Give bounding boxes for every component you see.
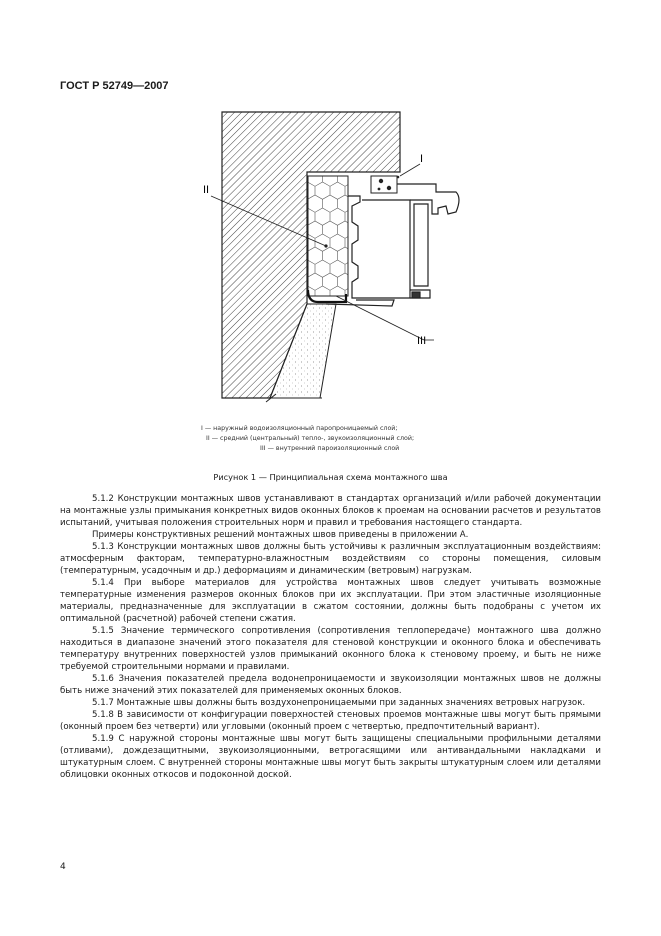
paragraph: 5.1.2 Конструкции монтажных швов устанавливают в стандартах организаций и/или рабочей документации на монтажные узлы примыкания конкретных видов оконных блоков к проемам на основании расчетов и результатов испытаний, учитывая положения строительных норм и правил и требования настоящего стандарта. bbox=[60, 494, 601, 528]
legend-item: I — наружный водоизоляционный паропроницаемый слой; bbox=[201, 425, 398, 432]
page-number: 4 bbox=[60, 862, 66, 872]
paragraph: 5.1.9 С наружной стороны монтажные швы могут быть защищены специальными профильными деталями (отливами), дождезащитными, звукоизоляционными, ветрогасящими или антивандальными накладками и штукатурным слоем. С внутренней стороны монтажные швы могут быть закрыты штукатурным слоем или деталями облицовки оконных откосов и подоконной доской. bbox=[60, 734, 601, 780]
document-header: ГОСТ Р 52749—2007 bbox=[60, 80, 169, 92]
central-insulation-layer bbox=[308, 176, 348, 296]
legend-item: III — внутренний пароизоляционный слой bbox=[260, 445, 400, 452]
figure-legend bbox=[180, 424, 510, 454]
paragraph: 5.1.6 Значения показателей предела водонепроницаемости и звукоизоляции монтажных швов не должны быть ниже значений этих показателей для применяемых оконных блоков. bbox=[60, 674, 601, 696]
paragraph: Примеры конструктивных решений монтажных швов приведены в приложении А. bbox=[92, 530, 469, 540]
document-body bbox=[60, 493, 601, 781]
label-layer-II: II bbox=[203, 184, 210, 196]
paragraph: 5.1.7 Монтажные швы должны быть воздухонепроницаемыми при заданных значениях ветровых нагрузок. bbox=[92, 698, 586, 708]
figure-caption: Рисунок 1 — Принципиальная схема монтажного шва bbox=[213, 472, 448, 482]
joint-schematic-figure bbox=[200, 110, 460, 420]
label-layer-I: I bbox=[420, 153, 424, 165]
legend-item: II — средний (центральный) тепло-, звукоизоляционный слой; bbox=[206, 435, 415, 442]
paragraph: 5.1.8 В зависимости от конфигурации поверхностей стеновых проемов монтажные швы могут быть прямыми (оконный проем без четверти) или угловыми (оконный проем с четвертью, предпочтительный вариант). bbox=[60, 710, 601, 732]
paragraph: 5.1.5 Значение термического сопротивления (сопротивления теплопередаче) монтажного шва должно находиться в диапазоне значений этого показателя для стеновой конструкции и оконного блока и обеспечивать температуру внутренних поверхностей узлов примыканий оконного блока к стеновому проему, и быть не ниже требуемой строительными нормами и правилами. bbox=[60, 626, 601, 672]
label-layer-III: III bbox=[417, 335, 427, 347]
outer-waterproof-layer bbox=[371, 176, 397, 193]
paragraph: 5.1.3 Конструкции монтажных швов должны быть устойчивы к различным эксплуатационным воздействиям: атмосферным факторам, температурно-влажностным воздействиям со стороны помещения, силовым (температурным, усадочным и др.) деформациям и динамическим (ветровым) нагрузкам. bbox=[60, 542, 601, 576]
paragraph: 5.1.4 При выборе материалов для устройства монтажных швов следует учитывать возможные температурные изменения размеров оконных блоков при их эксплуатации. При этом эластичные изоляционные материалы, предназначенные для эксплуатации в сжатом состоянии, должны быть подобраны с учетом их оптимальной (расчетной) рабочей степени сжатия. bbox=[60, 578, 601, 624]
